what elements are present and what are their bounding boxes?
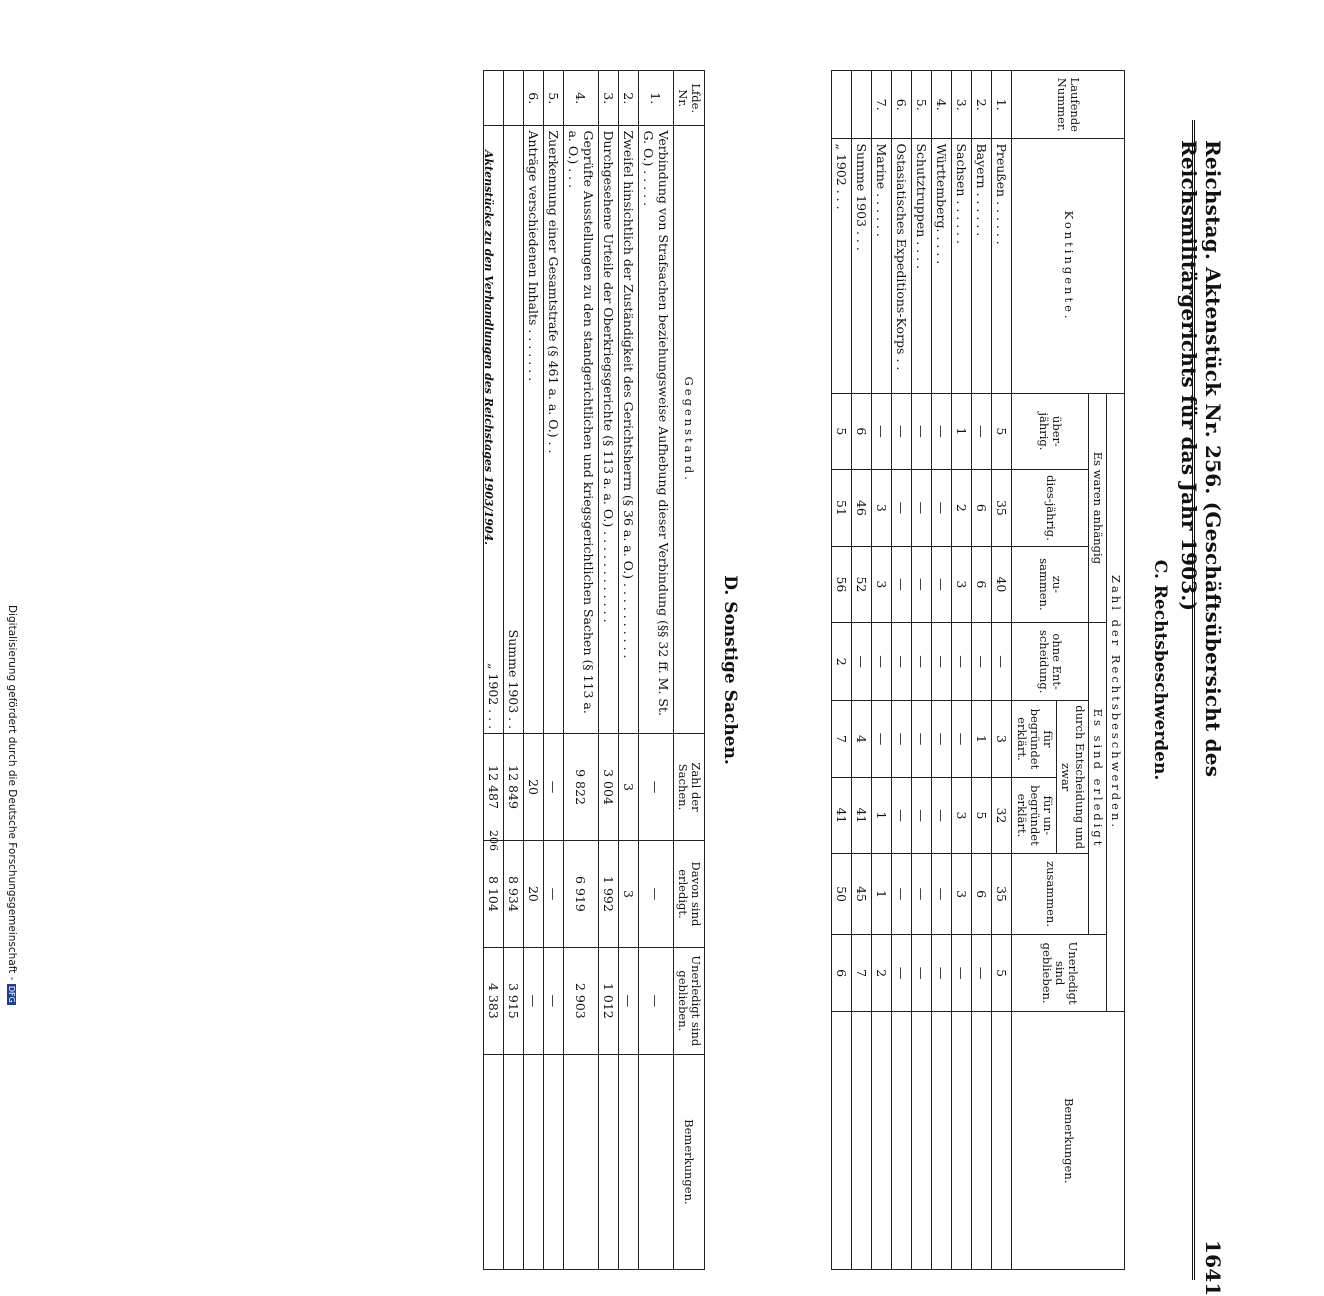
row-number: [503, 71, 523, 126]
row-number: 2.: [618, 71, 638, 126]
cell-unerledigt: 2 903: [563, 947, 598, 1054]
cell-erl: 3: [952, 854, 972, 935]
cell-bemerkungen: [932, 1012, 952, 1270]
cell-dies: 3: [872, 470, 892, 547]
row-kontingent: Ostasiatisches Expeditions-Korps . .: [892, 139, 912, 393]
col-anhaengig: Es waren anhängig: [1088, 393, 1106, 623]
table-row: [543, 71, 563, 1270]
sum-zus: 52: [852, 546, 872, 623]
cell-erledigt: 3: [618, 840, 638, 947]
cell-unbegr: —: [892, 777, 912, 854]
cell-zus: 6: [972, 546, 992, 623]
cell-dies: —: [932, 470, 952, 547]
cell-bemerkungen: [618, 1054, 638, 1269]
col-durch-entscheidung: durch Entscheidung und zwar: [1057, 701, 1088, 854]
col-d-bemerkungen: Bemerkungen.: [673, 1054, 704, 1269]
sum-label: „ 1902 . . .: [483, 126, 503, 734]
cell-ohne: —: [952, 623, 972, 701]
sum-dies: 46: [852, 470, 872, 547]
cell-bemerkungen: [832, 1012, 852, 1270]
row-number: 1.: [638, 71, 673, 126]
cell-bemerkungen: [992, 1012, 1012, 1270]
cell-ohne: —: [892, 623, 912, 701]
sum-label: Summe 1903 . . .: [852, 139, 872, 393]
table-row: [618, 71, 638, 1270]
sum-erl: 45: [852, 854, 872, 935]
cell-ohne: —: [972, 623, 992, 701]
footer-note: Aktenstücke zu den Verhandlungen des Reichstages 1903/1904.: [482, 150, 495, 545]
col-d-gegenstand: Gegenstand.: [673, 126, 704, 734]
row-number: [852, 71, 872, 139]
sum-zus: 56: [832, 546, 852, 623]
cell-bemerkungen: [972, 1012, 992, 1270]
row-number: 3.: [598, 71, 618, 126]
cell-ueber: —: [932, 393, 952, 470]
dfg-logo: DFG: [7, 985, 16, 1003]
sum-unerledigt: 4 383: [483, 947, 503, 1054]
row-gegenstand: Anträge verschiedenen Inhalts . . . . . . .: [523, 126, 543, 734]
row-kontingent: Schutztruppen . . . .: [912, 139, 932, 393]
sum-zahl: 12 849: [503, 734, 523, 841]
cell-begr: 3: [992, 701, 1012, 778]
sum-ohne: —: [852, 623, 872, 701]
table-row: [912, 71, 932, 1270]
digitization-note: [2, 605, 18, 1003]
footer-page: 206: [487, 830, 500, 851]
cell-erledigt: 6 919: [563, 840, 598, 947]
row-gegenstand: Durchgesehene Urteile der Oberkriegsgerichte (§ 113 a. a. O.) . . . . . . . . . . . .: [598, 126, 618, 734]
cell-erledigt: —: [543, 840, 563, 947]
col-diesjaehrig: dies-jährig.: [1012, 470, 1088, 547]
cell-erl: —: [932, 854, 952, 935]
cell-unerledigt: —: [638, 947, 673, 1054]
sum-dies: 51: [832, 470, 852, 547]
row-number: 3.: [952, 71, 972, 139]
col-zusammen: zu-sammen.: [1012, 546, 1088, 623]
col-zahl: Zahl der Rechtsbeschwerden.: [1106, 393, 1124, 1012]
cell-unerl: —: [952, 934, 972, 1011]
cell-zus: —: [892, 546, 912, 623]
cell-unerledigt: —: [618, 947, 638, 1054]
cell-unerl: 5: [992, 934, 1012, 1011]
sum-ohne: 2: [832, 623, 852, 701]
col-d-unerledigt: Unerledigt sind geblieben.: [673, 947, 704, 1054]
cell-bemerkungen: [563, 1054, 598, 1269]
col-kontingente: Kontingente.: [1012, 139, 1125, 393]
col-bemerkungen: Bemerkungen.: [1012, 1012, 1125, 1270]
table-row: [932, 71, 952, 1270]
cell-unerledigt: —: [523, 947, 543, 1054]
cell-zus: 3: [872, 546, 892, 623]
table-row: [972, 71, 992, 1270]
sum-unerledigt: 3 915: [503, 947, 523, 1054]
cell-ohne: —: [992, 623, 1012, 701]
row-gegenstand: Verbindung von Strafsachen beziehungsweise Aufhebung dieser Verbindung (§§ 32 ff. M. St. G. O.) . . . . .: [638, 126, 673, 734]
table-row: [638, 71, 673, 1270]
row-number: 6.: [892, 71, 912, 139]
cell-ueber: —: [972, 393, 992, 470]
row-number: 6.: [523, 71, 543, 126]
header-rule: [1192, 120, 1195, 1280]
row-number: [832, 71, 852, 139]
cell-zahl: —: [543, 734, 563, 841]
cell-dies: —: [912, 470, 932, 547]
sum-zahl: 12 487: [483, 734, 503, 841]
cell-zahl: 9 822: [563, 734, 598, 841]
table-row: [992, 71, 1012, 1270]
cell-erl: —: [892, 854, 912, 935]
sum-ueber: 6: [852, 393, 872, 470]
col-fuer-begruendet: für begründet erklärt.: [1012, 701, 1057, 778]
col-lfd: Laufende Nummer.: [1012, 71, 1125, 139]
page-number: 1641: [1201, 1240, 1225, 1296]
table-rechtsbeschwerden: [831, 70, 1125, 1270]
cell-ohne: —: [872, 623, 892, 701]
row-gegenstand: Zweifel hinsichtlich der Zuständigkeit des Gerichtsherrn (§ 36 a. a. O.) . . . . . . . . . .: [618, 126, 638, 734]
cell-bemerkungen: [483, 1054, 503, 1269]
table-row: [598, 71, 618, 1270]
cell-unerledigt: —: [543, 947, 563, 1054]
cell-zus: 40: [992, 546, 1012, 623]
table-c-body: [832, 71, 1012, 1270]
sum-row: [503, 71, 523, 1270]
section-d-title: D. Sonstige Sachen.: [720, 575, 740, 765]
sum-ueber: 5: [832, 393, 852, 470]
row-number: 1.: [992, 71, 1012, 139]
col-d-lfd: Lfde. Nr.: [673, 71, 704, 126]
cell-ueber: 5: [992, 393, 1012, 470]
col-unerledigt: Unerledigt sind geblieben.: [1012, 934, 1106, 1011]
cell-bemerkungen: [912, 1012, 932, 1270]
cell-unerledigt: 1 012: [598, 947, 618, 1054]
sum-unbegr: 41: [852, 777, 872, 854]
cell-begr: —: [912, 701, 932, 778]
cell-begr: —: [872, 701, 892, 778]
table-sonstige-sachen: [483, 70, 705, 1270]
row-number: 4.: [563, 71, 598, 126]
row-kontingent: Bayern . . . . . .: [972, 139, 992, 393]
cell-bemerkungen: [892, 1012, 912, 1270]
cell-zahl: 3: [618, 734, 638, 841]
table-row: [892, 71, 912, 1270]
sum-erl: 50: [832, 854, 852, 935]
cell-bemerkungen: [852, 1012, 872, 1270]
cell-erl: 6: [972, 854, 992, 935]
cell-dies: —: [892, 470, 912, 547]
sum-erledigt: 8 104: [483, 840, 503, 947]
cell-bemerkungen: [872, 1012, 892, 1270]
cell-zahl: 3 004: [598, 734, 618, 841]
col-ohne-entscheidung: ohne Ent-scheidung.: [1012, 623, 1088, 701]
table-row: [523, 71, 543, 1270]
col-ueberjaehrig: über-jährig.: [1012, 393, 1088, 470]
table-d-body: [483, 71, 673, 1270]
row-number: [483, 71, 503, 126]
cell-dies: 6: [972, 470, 992, 547]
cell-unbegr: 1: [872, 777, 892, 854]
page-header: Reichstag. Aktenstück Nr. 256. (Geschäftsübersicht des Reichsmilitärgerichts für das Jahr 1903.): [1177, 140, 1225, 778]
cell-ohne: —: [932, 623, 952, 701]
cell-dies: 35: [992, 470, 1012, 547]
cell-unbegr: 32: [992, 777, 1012, 854]
cell-bemerkungen: [523, 1054, 543, 1269]
sum-unbegr: 41: [832, 777, 852, 854]
cell-begr: —: [952, 701, 972, 778]
sum-row: [852, 71, 872, 1270]
cell-unbegr: —: [912, 777, 932, 854]
row-number: 5.: [912, 71, 932, 139]
cell-bemerkungen: [638, 1054, 673, 1269]
cell-zahl: —: [638, 734, 673, 841]
cell-ueber: —: [912, 393, 932, 470]
cell-unbegr: 5: [972, 777, 992, 854]
col-fuer-unbegruendet: für un-begründet erklärt.: [1012, 777, 1057, 854]
col-d-erledigt: Davon sind erledigt.: [673, 840, 704, 947]
cell-unbegr: 3: [952, 777, 972, 854]
row-number: 5.: [543, 71, 563, 126]
row-gegenstand: Zuerkennung einer Gesamtstrafe (§ 461 a. a. O.) . .: [543, 126, 563, 734]
cell-unerl: 2: [872, 934, 892, 1011]
cell-unerl: —: [912, 934, 932, 1011]
cell-begr: 1: [972, 701, 992, 778]
cell-erledigt: 20: [523, 840, 543, 947]
row-kontingent: Marine . . . . . .: [872, 139, 892, 393]
sum-erledigt: 8 934: [503, 840, 523, 947]
row-gegenstand: Geprüfte Ausstellungen zu den standgerichtlichen und kriegsgerichtlichen Sachen (§ 113 a. a. O.) . . .: [563, 126, 598, 734]
sum-begr: 4: [852, 701, 872, 778]
cell-dies: 2: [952, 470, 972, 547]
row-number: 4.: [932, 71, 952, 139]
row-kontingent: Württemberg. . . . .: [932, 139, 952, 393]
cell-unerl: —: [892, 934, 912, 1011]
cell-bemerkungen: [503, 1054, 523, 1269]
cell-bemerkungen: [543, 1054, 563, 1269]
cell-zahl: 20: [523, 734, 543, 841]
cell-erl: —: [912, 854, 932, 935]
cell-zus: —: [932, 546, 952, 623]
row-number: 2.: [972, 71, 992, 139]
cell-erledigt: —: [638, 840, 673, 947]
sum-unerl: 7: [852, 934, 872, 1011]
cell-ueber: 1: [952, 393, 972, 470]
section-c-title: C. Rechtsbeschwerden.: [1150, 559, 1170, 781]
col-d-zahl: Zahl der Sachen.: [673, 734, 704, 841]
cell-ueber: —: [892, 393, 912, 470]
cell-ueber: —: [872, 393, 892, 470]
side-strip: [0, 0, 20, 1003]
sum-label: „ 1902 . . .: [832, 139, 852, 393]
table-row: [563, 71, 598, 1270]
cell-begr: —: [892, 701, 912, 778]
table-row: [952, 71, 972, 1270]
cell-unbegr: —: [932, 777, 952, 854]
row-kontingent: Sachsen . . . . . .: [952, 139, 972, 393]
row-number: 7.: [872, 71, 892, 139]
cell-bemerkungen: [598, 1054, 618, 1269]
sum-label: Summe 1903 . .: [503, 126, 523, 734]
cell-zus: 3: [952, 546, 972, 623]
cell-unerl: —: [932, 934, 952, 1011]
cell-begr: —: [932, 701, 952, 778]
cell-zus: —: [912, 546, 932, 623]
cell-bemerkungen: [952, 1012, 972, 1270]
row-kontingent: Preußen . . . . . .: [992, 139, 1012, 393]
col-erledigt: Es sind erledigt: [1088, 623, 1106, 935]
digitization-text: Digitalisierung gefördert durch die Deutsche Forschungsgemeinschaft -: [6, 605, 18, 981]
cell-ohne: —: [912, 623, 932, 701]
cell-unerl: —: [972, 934, 992, 1011]
sum-row: [832, 71, 852, 1270]
sum-unerl: 6: [832, 934, 852, 1011]
col-erledigt-zusammen: zusammen.: [1012, 854, 1088, 935]
cell-erledigt: 1 992: [598, 840, 618, 947]
table-row: [872, 71, 892, 1270]
cell-erl: 1: [872, 854, 892, 935]
cell-erl: 35: [992, 854, 1012, 935]
sum-begr: 7: [832, 701, 852, 778]
